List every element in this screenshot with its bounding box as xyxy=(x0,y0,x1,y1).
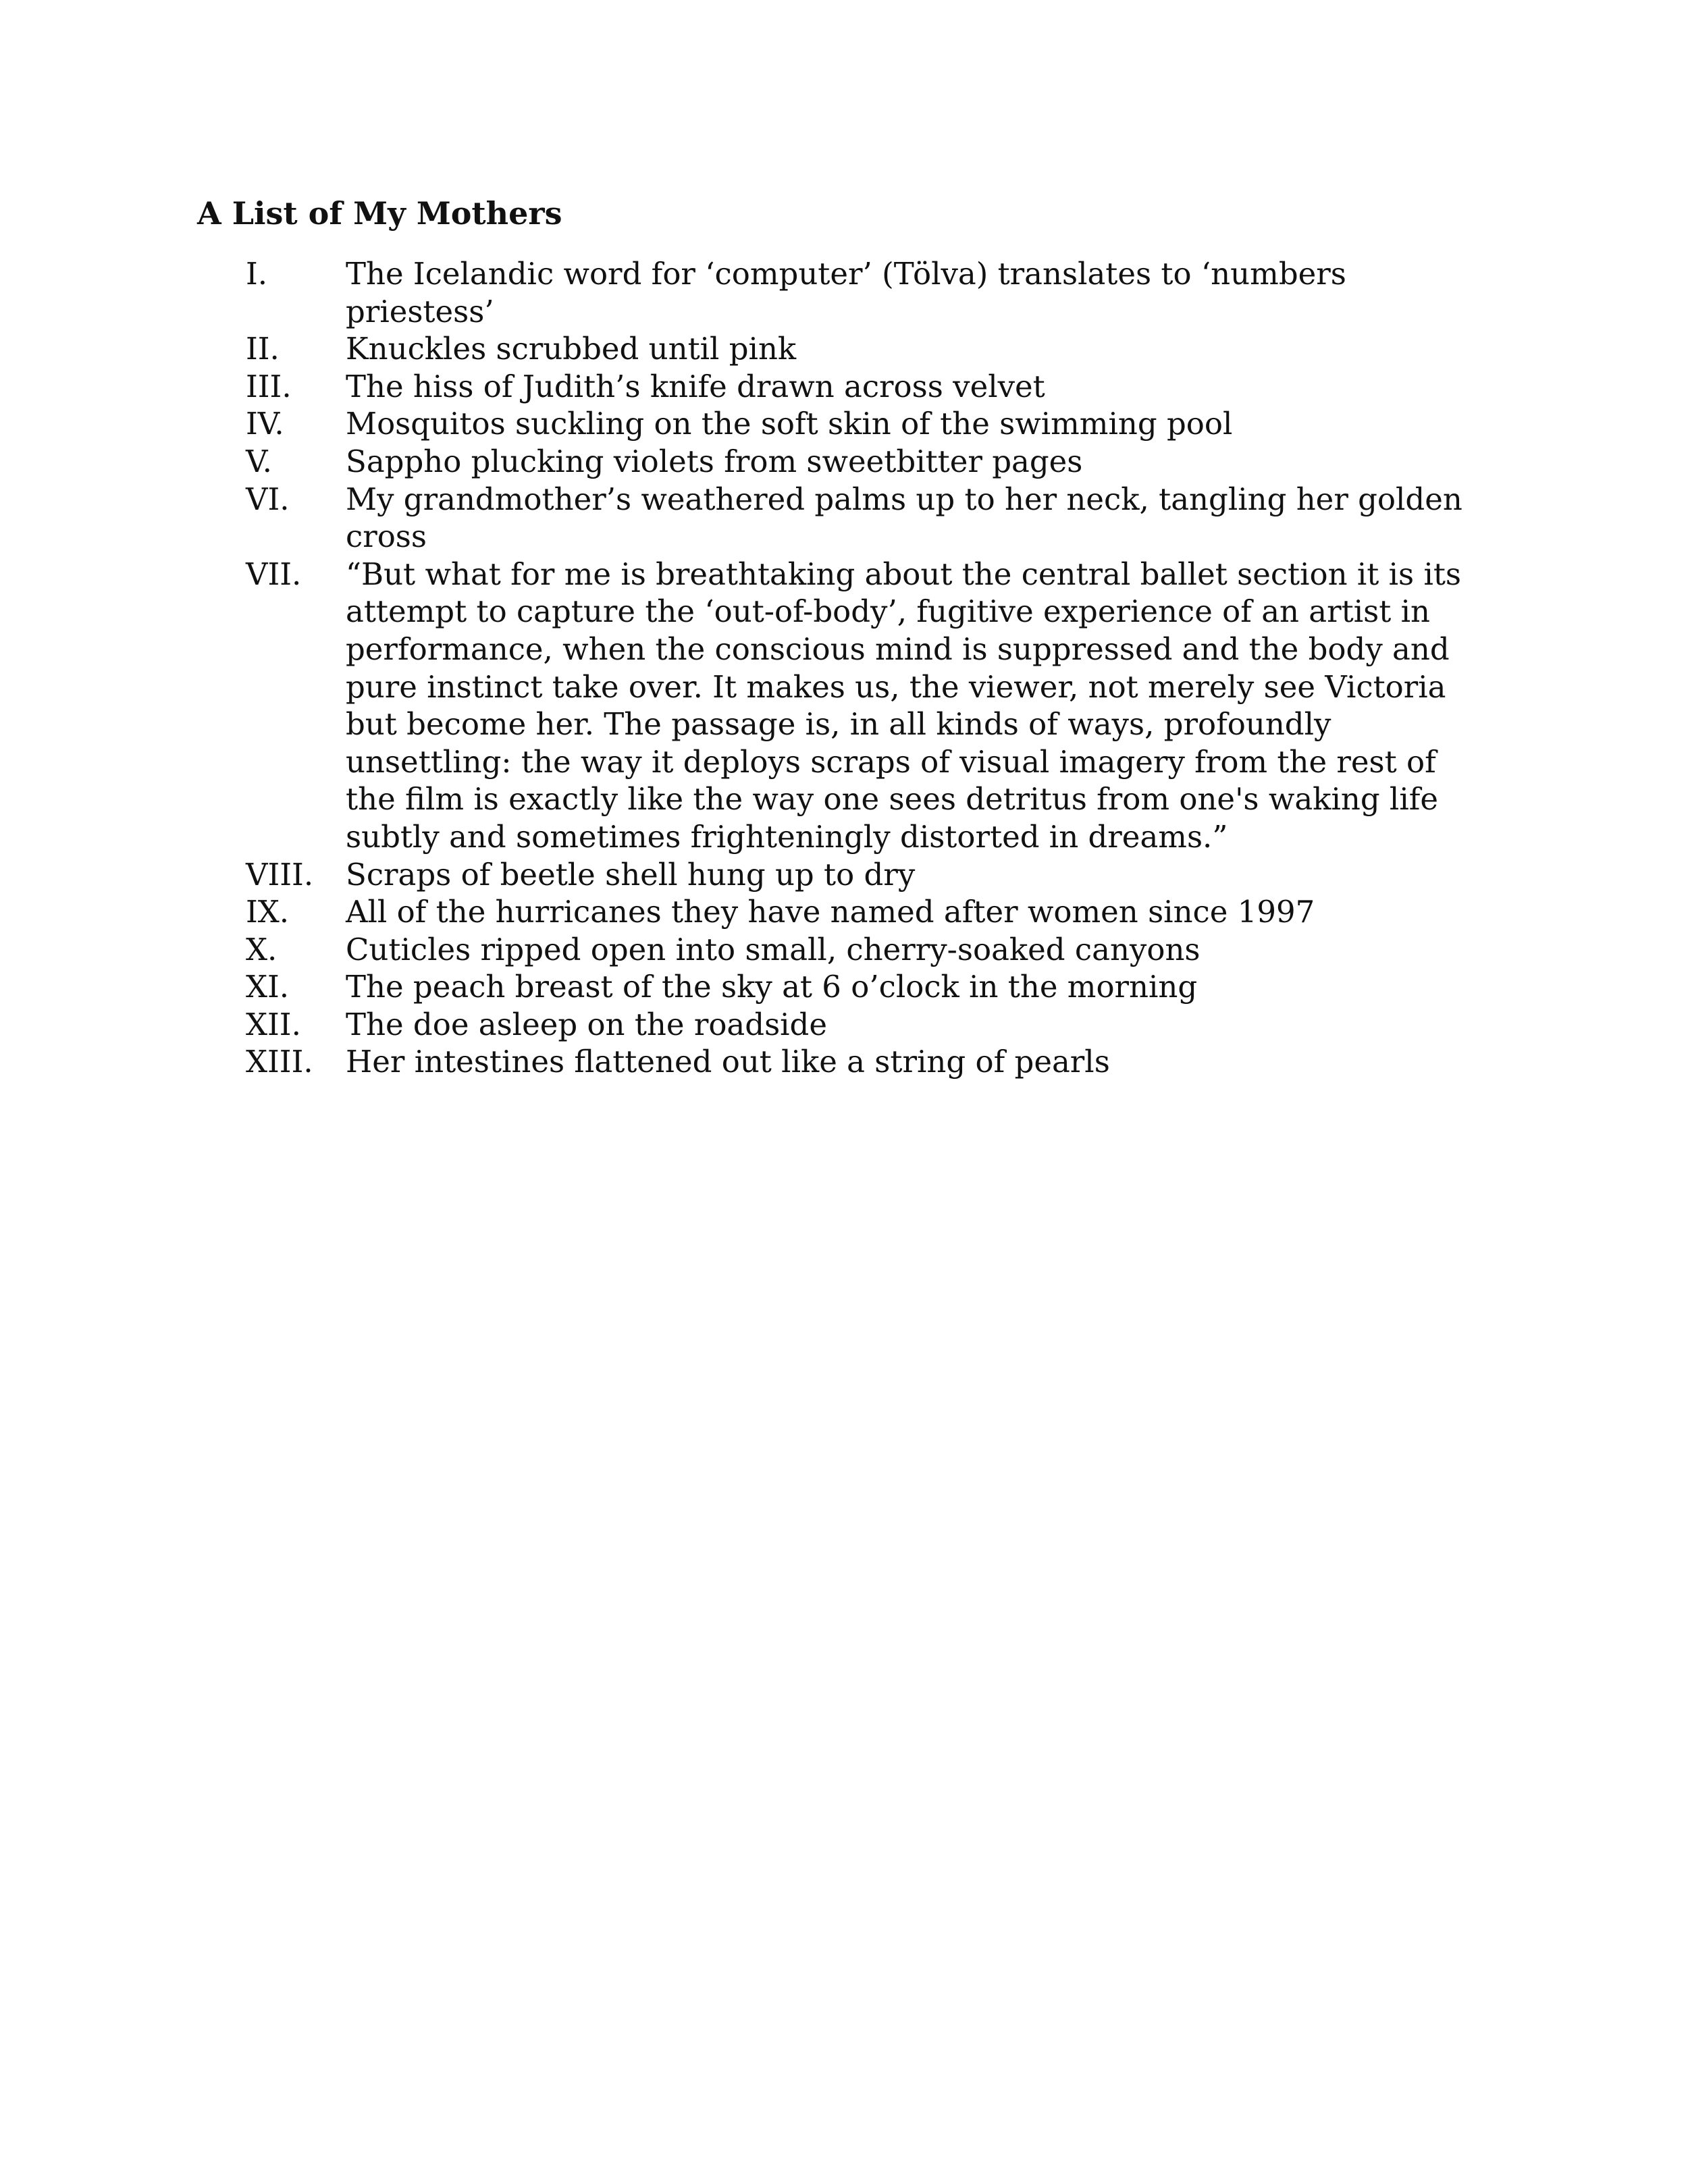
list-item-text: Knuckles scrubbed until pink xyxy=(346,331,797,367)
list-item-text: The doe asleep on the roadside xyxy=(346,1006,827,1042)
list-item-text: The Icelandic word for ‘computer’ (Tölva) translates to ‘numbers priestess’ xyxy=(346,256,1346,329)
list-item xyxy=(246,330,1488,368)
list-item-numeral: XI. xyxy=(246,969,290,1005)
list-item xyxy=(246,556,1488,856)
list-item-text: Her intestines flattened out like a string of pearls xyxy=(346,1044,1110,1080)
list-item-text: “But what for me is breathtaking about the central ballet section it is its attempt to capture the ‘out-of-body’, fugitive experience of an artist in performance, when the conscious mind is suppressed and the body and pure instinct take over. It makes us, the viewer, not merely see Victoria but become her. The passage is, in all kinds of ways, profoundly unsettling: the way it deploys scraps of visual imagery from the rest of the film is exactly like the way one sees detritus from one's waking life subtly and sometimes frighteningly distorted in dreams.” xyxy=(346,556,1462,855)
document-title: A List of My Mothers xyxy=(197,195,562,232)
list-item-text: My grandmother’s weathered palms up to her neck, tangling her golden cross xyxy=(346,481,1462,555)
list-item-numeral: III. xyxy=(246,368,292,404)
list-item-text: The hiss of Judith’s knife drawn across velvet xyxy=(346,368,1045,404)
mothers-list xyxy=(246,255,1488,1081)
list-item-text: Mosquitos suckling on the soft skin of the swimming pool xyxy=(346,406,1233,442)
list-item xyxy=(246,481,1488,556)
list-item-numeral: I. xyxy=(246,256,268,292)
list-item-numeral: XIII. xyxy=(246,1044,313,1080)
list-item xyxy=(246,893,1488,931)
list-item xyxy=(246,443,1488,481)
list-item-numeral: XII. xyxy=(246,1006,301,1042)
list-item xyxy=(246,856,1488,894)
list-item xyxy=(246,405,1488,443)
list-item xyxy=(246,1006,1488,1044)
list-item-numeral: VI. xyxy=(246,481,290,517)
list-item-text: Scraps of beetle shell hung up to dry xyxy=(346,856,916,893)
list-item-numeral: V. xyxy=(246,443,272,479)
list-item xyxy=(246,931,1488,969)
list-item-numeral: II. xyxy=(246,331,280,367)
list-item-numeral: X. xyxy=(246,931,278,967)
list-item xyxy=(246,255,1488,330)
list-item-numeral: VII. xyxy=(246,556,302,592)
list-item-text: The peach breast of the sky at 6 o’clock in the morning xyxy=(346,969,1198,1005)
list-item-numeral: IV. xyxy=(246,406,284,442)
list-item-text: All of the hurricanes they have named after women since 1997 xyxy=(346,894,1315,930)
list-item xyxy=(246,968,1488,1006)
list-item-text: Sappho plucking violets from sweetbitter pages xyxy=(346,443,1083,479)
list-item-numeral: IX. xyxy=(246,894,290,930)
list-item-text: Cuticles ripped open into small, cherry-soaked canyons xyxy=(346,931,1201,967)
list-item-numeral: VIII. xyxy=(246,856,314,893)
list-item xyxy=(246,368,1488,406)
list-item xyxy=(246,1043,1488,1081)
